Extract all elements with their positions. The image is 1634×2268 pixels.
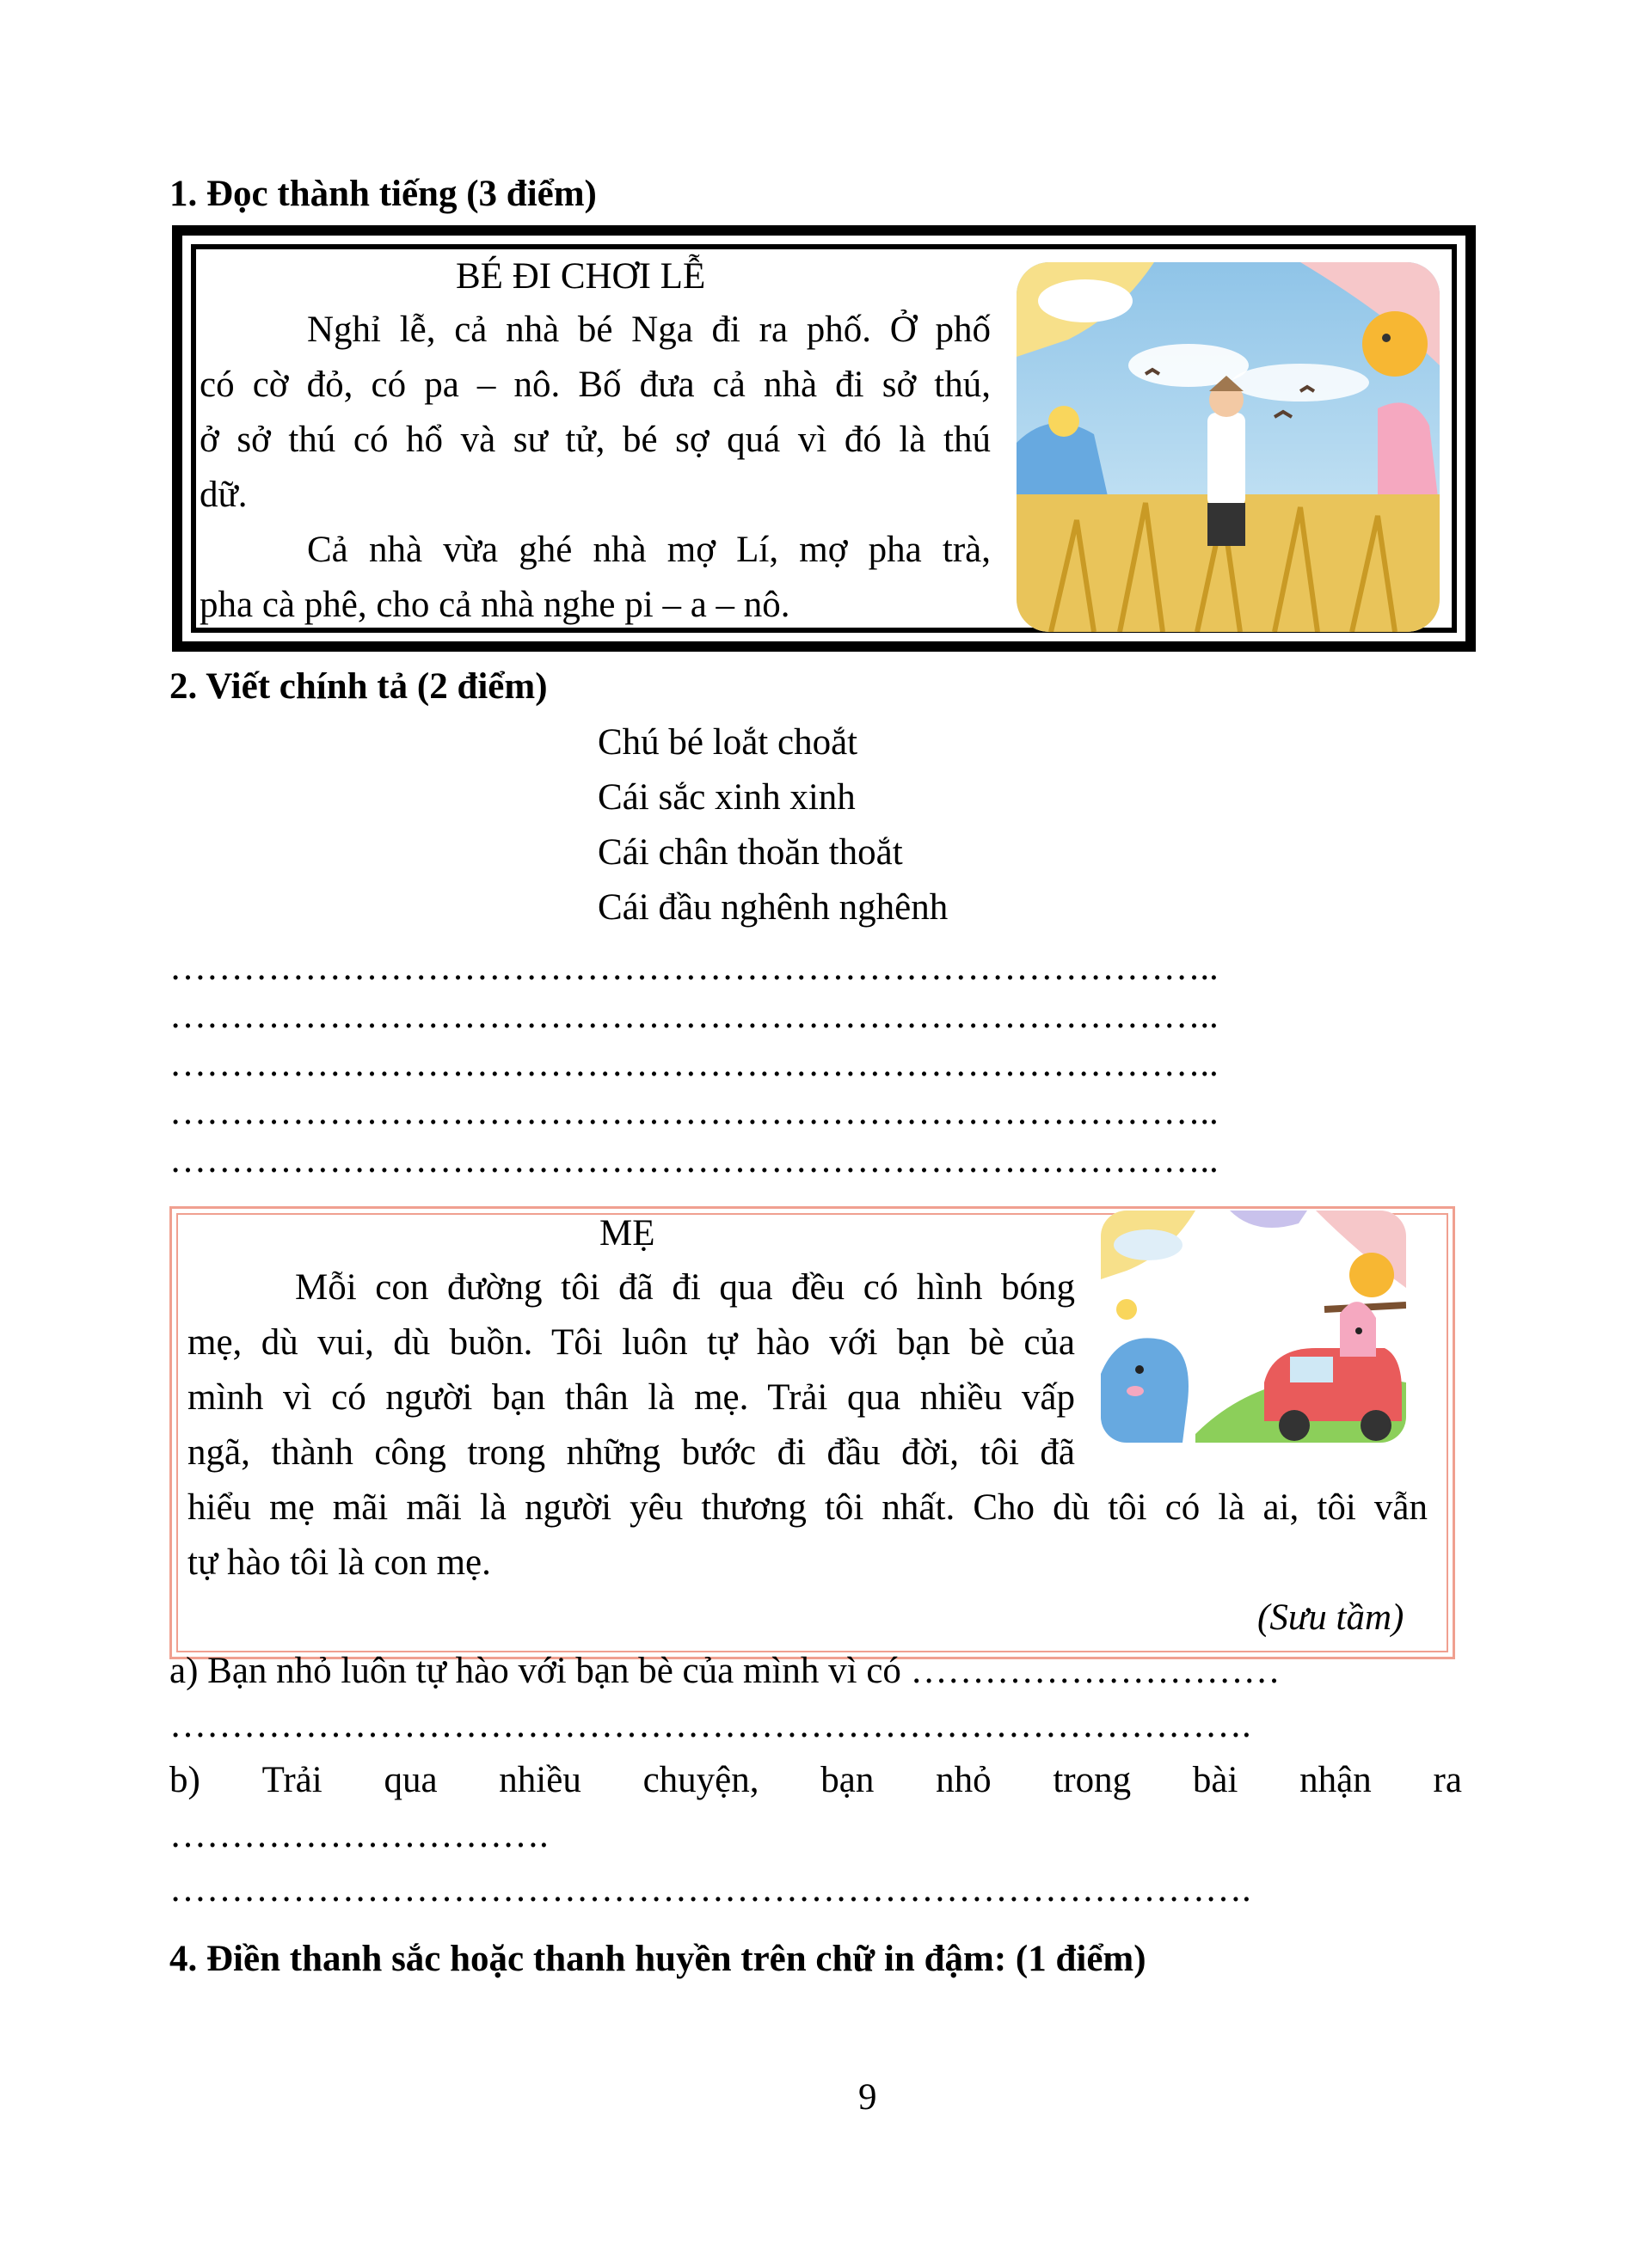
story2-line: tự hào tôi là con mẹ. [187, 1542, 491, 1583]
answer-line-a[interactable]: ……………………………………………………………………………. [169, 1705, 1251, 1745]
question-b [169, 1753, 1462, 1808]
story1-line: có cờ đỏ, có pa – nô. Bố đưa cả nhà đi sở thú, [200, 365, 991, 405]
dotted-line[interactable]: ………………………………………………………………………….. [169, 996, 1219, 1036]
dictation-poem [598, 715, 948, 935]
story1-line: Nghỉ lễ, cả nhà bé Nga đi ra phố. Ở phố [307, 310, 991, 350]
story1-line: ở sở thú có hổ và sư tử, bé sợ quá vì đó là thú [200, 420, 991, 460]
dotted-line[interactable]: ………………………………………………………………………….. [169, 947, 1219, 988]
story1-line: Cả nhà vừa ghé nhà mợ Lí, mợ pha trà, [307, 530, 991, 570]
dotted-line[interactable]: ………………………………………………………………………….. [169, 1140, 1219, 1180]
source-note: (Sưu tầm) [1257, 1597, 1404, 1638]
question-b-word: chuyện, [642, 1760, 759, 1800]
poem-line: Cái chân thoăn thoắt [598, 832, 903, 873]
poem-line: Cái sắc xinh xinh [598, 777, 856, 818]
story1-line: pha cà phê, cho cả nhà nghe pi – a – nô. [200, 585, 790, 625]
dotted-line[interactable]: ………………………………………………………………………….. [169, 1092, 1219, 1132]
section4-heading: 4. Điền thanh sắc hoặc thanh huyền trên chữ in đậm: (1 điểm) [169, 1939, 1146, 1979]
question-b-word: nhỏ [936, 1760, 992, 1800]
story1-paragraphs [200, 303, 991, 633]
writing-lines[interactable] [169, 944, 1219, 1185]
story1-line: dữ. [200, 475, 248, 515]
poem-line: Chú bé loắt choắt [598, 722, 858, 763]
poem-line: Cái đầu nghênh nghênh [598, 887, 949, 928]
question-b-word: ra [1433, 1760, 1462, 1800]
question-b-word: nhận [1299, 1760, 1372, 1800]
question-b-word: trong [1053, 1760, 1132, 1800]
story2-line: mẹ, dù vui, dù buồn. Tôi luôn tự hào với bạn bè của [187, 1322, 1075, 1363]
question-b-word: bài [1192, 1760, 1238, 1800]
illustration-elephant-car [1101, 1211, 1406, 1443]
question-b-word: nhiều [499, 1760, 581, 1800]
question-b-dots[interactable]: …………………………. [169, 1815, 549, 1855]
illustration-boy-in-field [1017, 262, 1440, 632]
section1-heading: 1. Đọc thành tiếng (3 điểm) [169, 174, 597, 214]
story2-line: hiểu mẹ mãi mãi là người yêu thương tôi nhất. Cho dù tôi có là ai, tôi vẫn [187, 1487, 1428, 1528]
page-number: 9 [858, 2077, 877, 2118]
story2-paragraphs-narrow [187, 1260, 1075, 1480]
question-b-word: bạn [820, 1760, 875, 1800]
story2-line: ngã, thành công trong những bước đi đầu đời, tôi đã [187, 1432, 1075, 1473]
question-b-word: b) [169, 1760, 200, 1800]
question-a: a) Bạn nhỏ luôn tự hào với bạn bè của mình vì có ………………………… [169, 1651, 1281, 1691]
dotted-line[interactable]: ………………………………………………………………………….. [169, 1044, 1219, 1084]
section2-heading: 2. Viết chính tả (2 điểm) [169, 666, 548, 707]
story2-paragraphs-wide [187, 1480, 1428, 1591]
story-title-be-di-choi-le: BÉ ĐI CHƠI LỄ [456, 256, 706, 297]
question-b-word: qua [384, 1760, 438, 1800]
answer-line-b[interactable]: ……………………………………………………………………………. [169, 1869, 1251, 1909]
question-b-word: Trải [261, 1760, 322, 1800]
story-title-me: MẸ [599, 1213, 655, 1254]
story2-line: Mỗi con đường tôi đã đi qua đều có hình bóng [295, 1267, 1075, 1308]
story2-line: mình vì có người bạn thân là mẹ. Trải qua nhiều vấp [187, 1377, 1075, 1418]
